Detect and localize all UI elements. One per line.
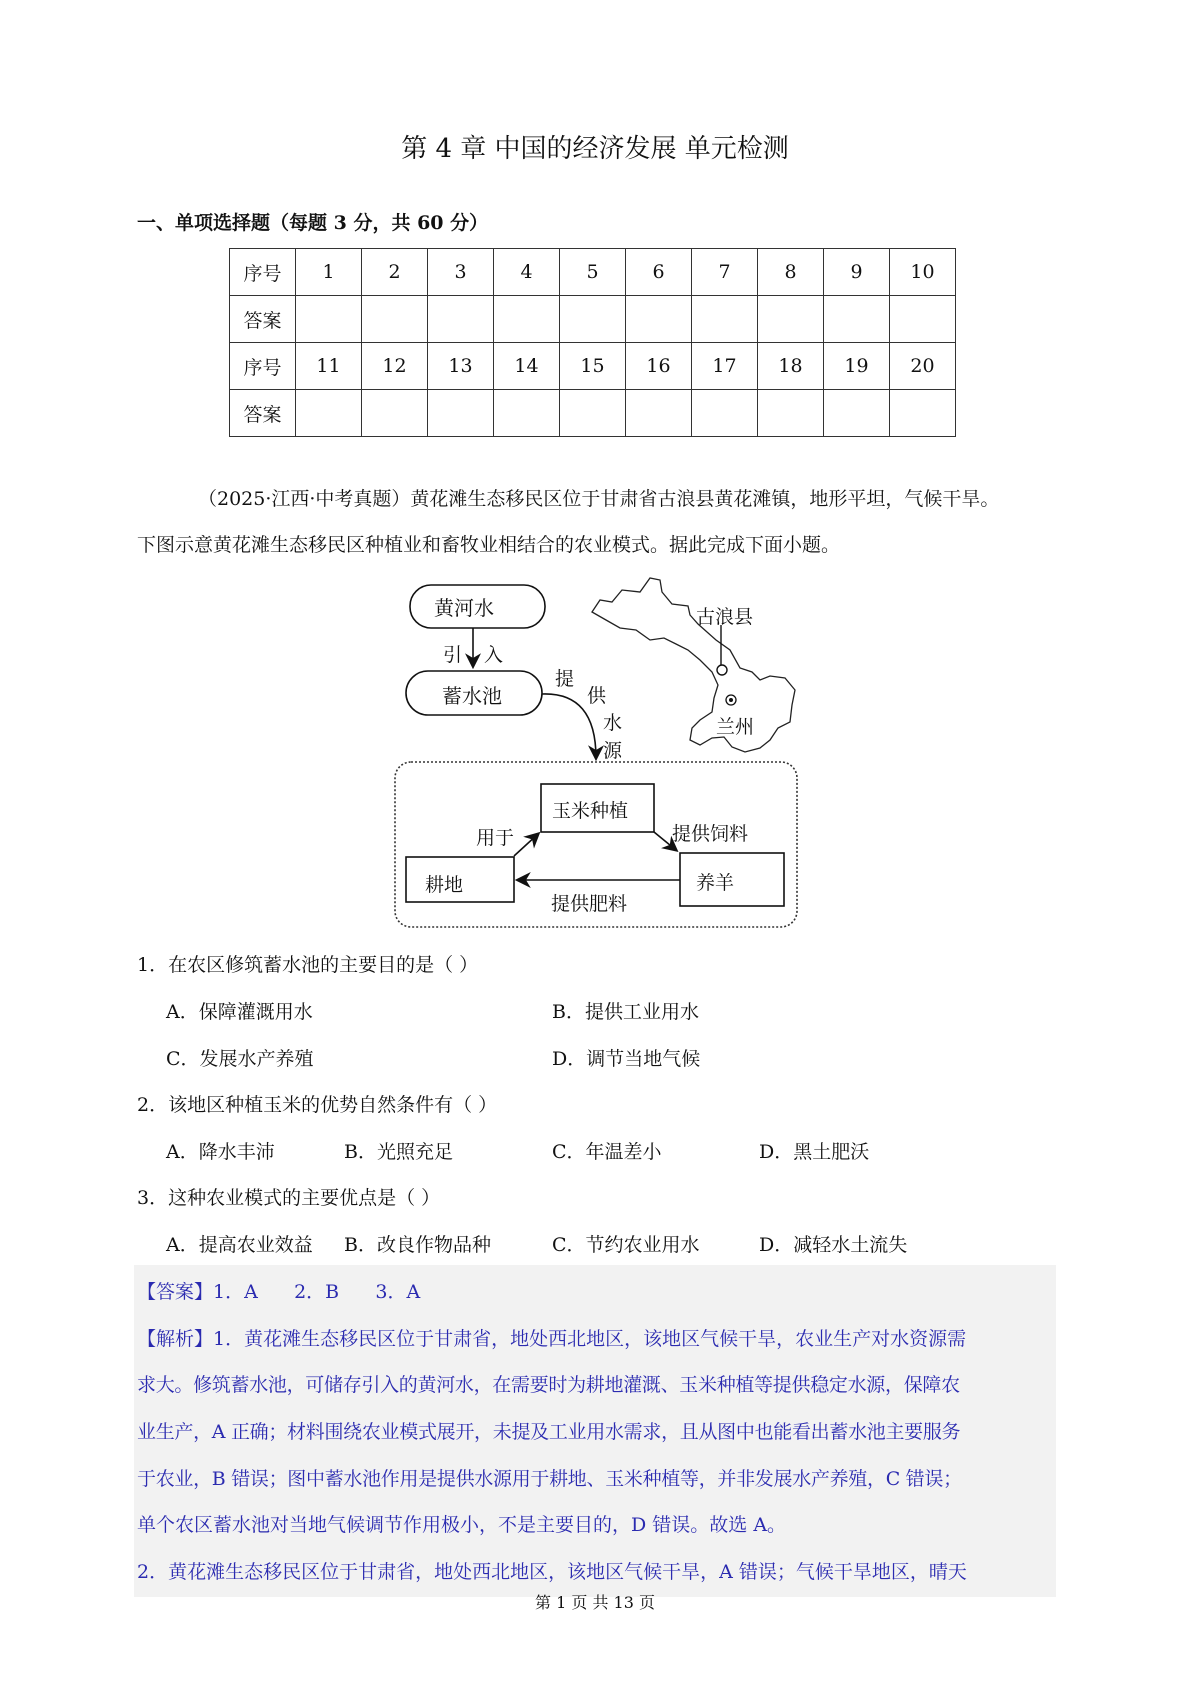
label-yellow-river: 黄河水 <box>434 596 494 620</box>
label-supply-4: 源 <box>603 740 623 762</box>
analysis-text: 1．黄花滩生态移民区位于甘肃省，地处西北地区，该地区气候干旱，农业生产对水资源需 <box>213 1328 967 1350</box>
label-supply-2: 供 <box>587 685 607 707</box>
analysis-label: 【解析】 <box>137 1328 214 1350</box>
label-corn: 玉米种植 <box>552 800 629 822</box>
q3-option-a: A．提高农业效益 <box>166 1234 313 1256</box>
question-3-stem: 3．这种农业模式的主要优点是（ ） <box>137 1187 441 1209</box>
analysis-line-4: 于农业，B 错误；图中蓄水池作用是提供水源用于耕地、玉米种植等，并非发展水产养殖，C 错误； <box>137 1468 962 1490</box>
table-cell: 13 <box>428 343 494 390</box>
label-fertilizer: 提供肥料 <box>551 893 628 915</box>
label-sheep: 养羊 <box>696 872 735 894</box>
label-feed: 提供饲料 <box>672 823 749 845</box>
table-row-header: 序号 <box>230 343 296 390</box>
label-reservoir: 蓄水池 <box>442 684 502 708</box>
table-cell: 19 <box>824 343 890 390</box>
table-cell: 2 <box>362 249 428 296</box>
q2-option-a: A．降水丰沛 <box>166 1141 275 1163</box>
q1-option-d: D．调节当地气候 <box>552 1048 701 1070</box>
answer-text: 1．A 2．B 3．A <box>213 1281 421 1303</box>
map-label-lanzhou: 兰州 <box>716 716 755 738</box>
answer-line <box>137 1277 420 1304</box>
q1-option-b: B．提供工业用水 <box>552 1001 699 1023</box>
q1-option-c: C．发展水产养殖 <box>166 1048 314 1070</box>
intro-line-1: （2025·江西·中考真题）黄花滩生态移民区位于甘肃省古浪县黄花滩镇，地形平坦，气候干旱。 <box>198 488 1000 510</box>
q2-option-c: C．年温差小 <box>552 1141 662 1163</box>
q1-option-a: A．保障灌溉用水 <box>166 1001 313 1023</box>
gansu-map-outline <box>592 578 795 752</box>
label-supply-1: 提 <box>555 668 575 690</box>
table-cell: 11 <box>296 343 362 390</box>
table-cell: 20 <box>890 343 956 390</box>
table-cell: 7 <box>692 249 758 296</box>
label-farmland: 耕地 <box>425 874 464 896</box>
table-cell: 18 <box>758 343 824 390</box>
intro-line-2: 下图示意黄花滩生态移民区种植业和畜牧业相结合的农业模式。据此完成下面小题。 <box>137 534 841 556</box>
table-cell: 8 <box>758 249 824 296</box>
table-row-header: 答案 <box>230 390 296 437</box>
gulang-marker-icon <box>717 665 727 675</box>
analysis-line-6: 2．黄花滩生态移民区位于甘肃省，地处西北地区，该地区气候干旱，A 错误；气候干旱地区，晴天 <box>137 1561 967 1583</box>
q3-option-c: C．节约农业用水 <box>552 1234 700 1256</box>
table-row-header: 序号 <box>230 249 296 296</box>
table-cell: 12 <box>362 343 428 390</box>
map-label-gulang: 古浪县 <box>696 606 754 628</box>
answer-label: 【答案】 <box>137 1281 214 1303</box>
analysis-line-1 <box>137 1324 966 1351</box>
label-used-for: 用于 <box>476 827 515 849</box>
question-2-stem: 2．该地区种植玉米的优势自然条件有（ ） <box>137 1094 498 1116</box>
table-cell: 4 <box>494 249 560 296</box>
q3-option-b: B．改良作物品种 <box>344 1234 491 1256</box>
question-1-stem: 1．在农区修筑蓄水池的主要目的是（ ） <box>137 954 479 976</box>
page-footer: 第 1 页 共 13 页 <box>535 1593 655 1612</box>
table-cell: 16 <box>626 343 692 390</box>
section-heading: 一、单项选择题（每题 3 分，共 60 分） <box>137 212 489 234</box>
q2-option-b: B．光照充足 <box>344 1141 453 1163</box>
table-cell: 1 <box>296 249 362 296</box>
table-cell: 14 <box>494 343 560 390</box>
table-cell: 3 <box>428 249 494 296</box>
q3-option-d: D．减轻水土流失 <box>759 1234 908 1256</box>
analysis-line-3: 业生产，A 正确；材料围绕农业模式展开，未提及工业用水需求，且从图中也能看出蓄水池主要服务 <box>137 1421 961 1443</box>
table-cell: 10 <box>890 249 956 296</box>
label-introduce-1: 引 <box>443 644 463 666</box>
table-cell: 5 <box>560 249 626 296</box>
table-cell: 9 <box>824 249 890 296</box>
table-row-header: 答案 <box>230 296 296 343</box>
label-introduce-2: 入 <box>484 644 504 666</box>
used-for-arrow <box>514 834 538 856</box>
page-title: 第 4 章 中国的经济发展 单元检测 <box>401 134 789 164</box>
table-cell: 17 <box>692 343 758 390</box>
q2-option-d: D．黑土肥沃 <box>759 1141 870 1163</box>
analysis-line-2: 求大。修筑蓄水池，可储存引入的黄河水，在需要时为耕地灌溉、玉米种植等提供稳定水源，保障农 <box>137 1374 960 1396</box>
label-supply-3: 水 <box>603 712 623 734</box>
table-cell: 15 <box>560 343 626 390</box>
table-cell: 6 <box>626 249 692 296</box>
analysis-line-5: 单个农区蓄水池对当地气候调节作用极小，不是主要目的，D 错误。故选 A。 <box>137 1514 787 1536</box>
